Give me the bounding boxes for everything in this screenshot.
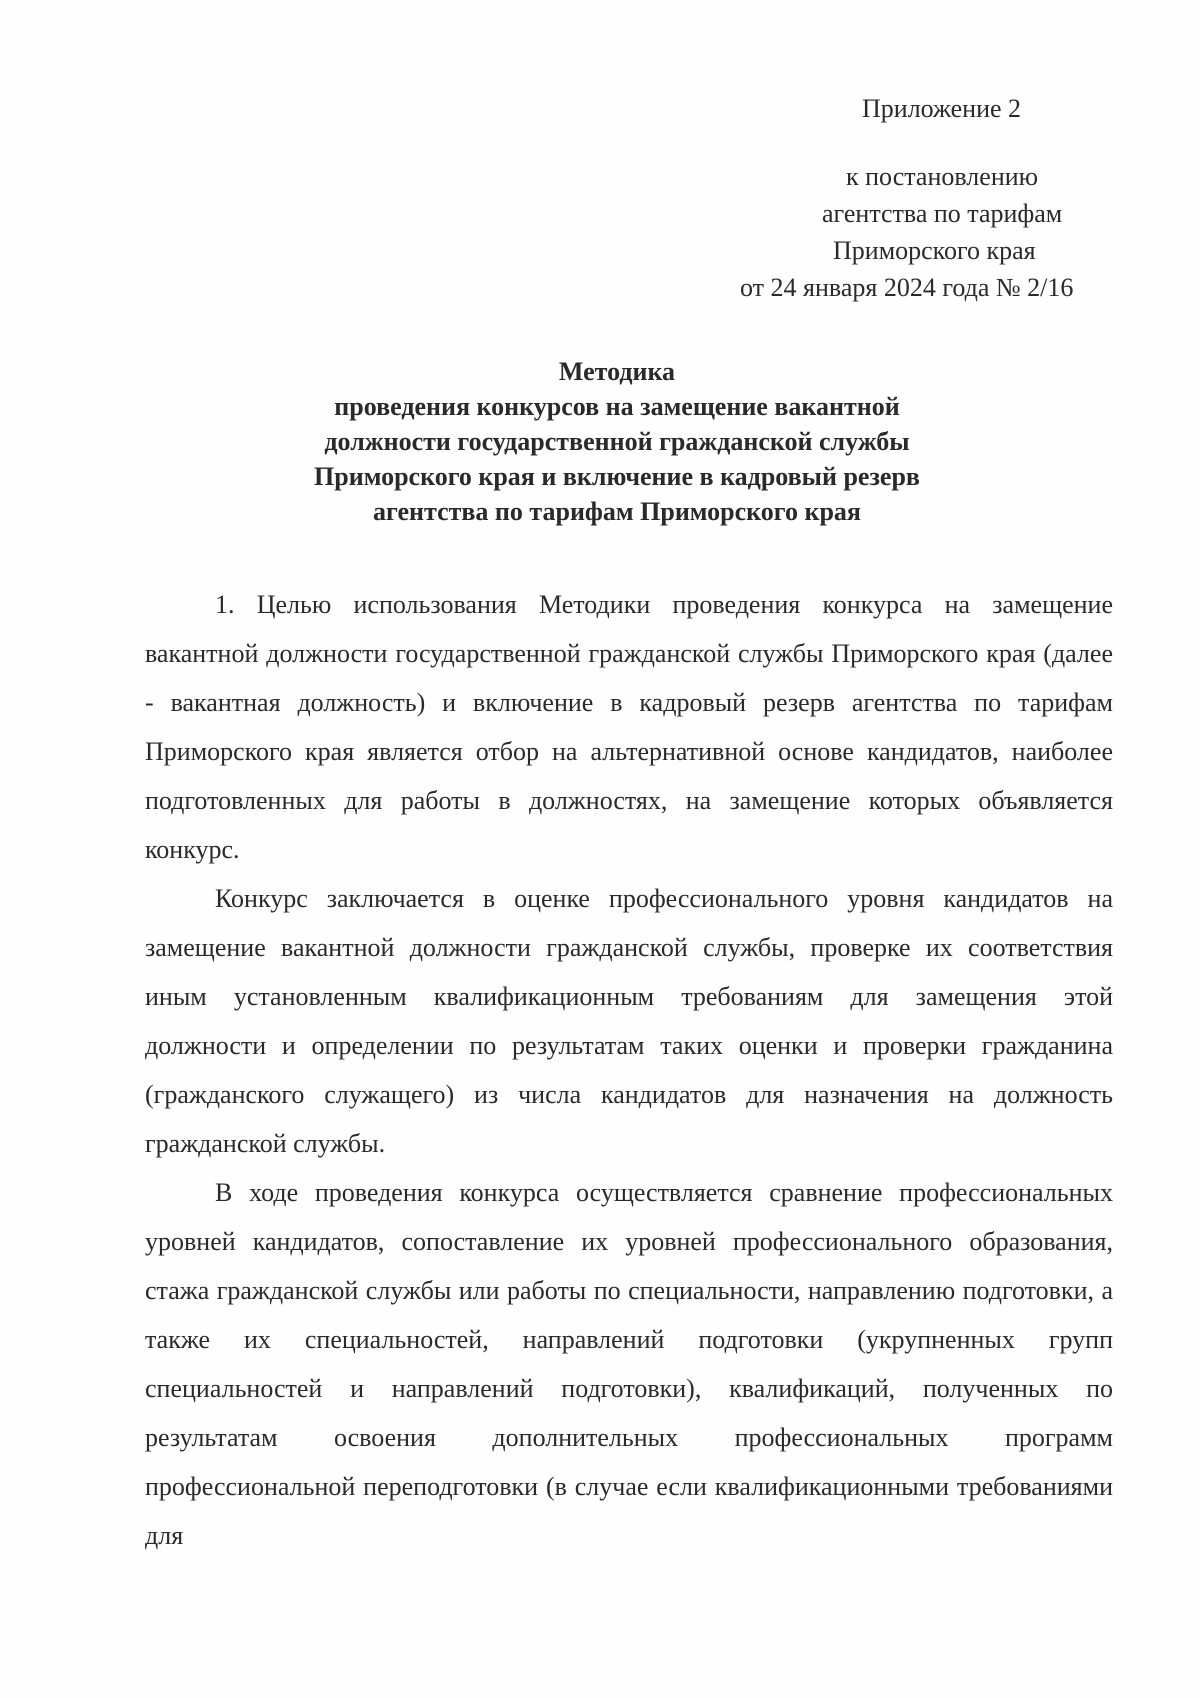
document-title <box>200 354 1034 529</box>
appendix-line: к постановлению <box>846 162 1039 191</box>
appendix-date-number: от 24 января 2024 года № 2/16 <box>740 273 1074 302</box>
appendix-title: Приложение 2 <box>862 94 1022 123</box>
title-line: агентства по тарифам Приморского края <box>373 497 861 526</box>
appendix-line: Приморского края <box>833 236 1036 265</box>
appendix-line: агентства по тарифам <box>822 199 1063 228</box>
appendix-reference <box>730 158 1108 306</box>
title-line: Приморского края и включение в кадровый резерв <box>314 462 920 491</box>
title-line: должности государственной гражданской службы <box>324 427 910 456</box>
paragraph: Конкурс заключается в оценке профессионального уровня кандидатов на замещение вакантной должности гражданской службы, проверке их соответствия иным установленным квалификационным требованиям для замещения этой должности и определении по результатам таких оценки и проверки гражданина (гражданского служащего) из числа кандидатов для назначения на должность гражданской службы. <box>145 884 1113 1158</box>
title-line: проведения конкурсов на замещение вакантной <box>334 392 900 421</box>
document-body <box>145 580 1113 1560</box>
paragraph: В ходе проведения конкурса осуществляется сравнение профессиональных уровней кандидатов, сопоставление их уровней профессионального образования, стажа гражданской службы или работы по специальности, направлению подготовки, а также их специальностей, направлений подготовки (укрупненных групп специальностей и направлений подготовки), квалификаций, полученных по результатам освоения дополнительных профессиональных программ профессиональной переподготовки (в случае если квалификационными требованиями для <box>145 1178 1113 1550</box>
title-line: Методика <box>558 357 676 386</box>
paragraph: 1. Целью использования Методики проведения конкурса на замещение вакантной должности государственной гражданской службы Приморского края (далее - вакантная должность) и включение в кадровый резерв агентства по тарифам Приморского края является отбор на альтернативной основе кандидатов, наиболее подготовленных для работы в должностях, на замещение которых объявляется конкурс. <box>145 590 1113 864</box>
